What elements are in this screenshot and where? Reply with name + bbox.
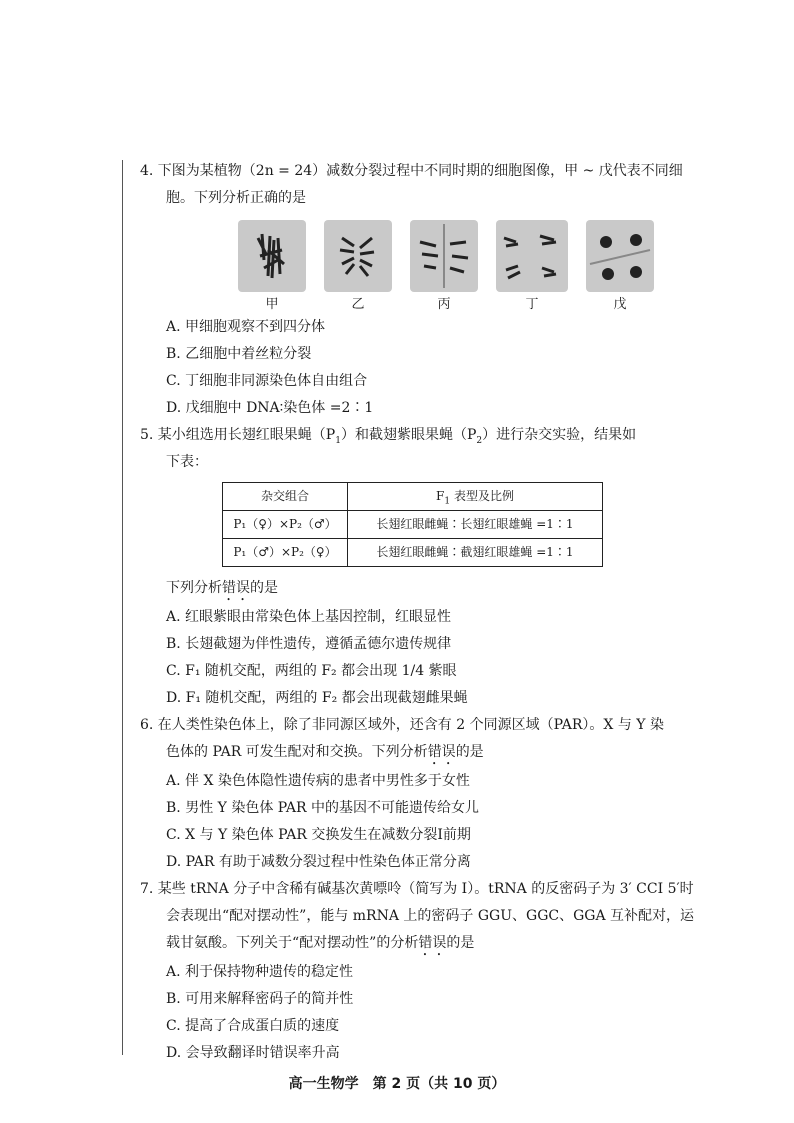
cell-yi — [324, 220, 392, 314]
q4-option-c: C. 丁细胞非同源染色体自由组合 — [166, 373, 368, 389]
cell-label: 乙 — [351, 297, 365, 312]
q7-option-d: D. 会导致翻译时错误率升高 — [166, 1045, 340, 1061]
margin-line — [122, 160, 123, 1055]
cell-label: 甲 — [265, 297, 279, 312]
q6-option-b: B. 男性 Y 染色体 PAR 中的基因不可能遗传给女儿 — [166, 800, 480, 816]
cell-label: 丙 — [437, 297, 451, 312]
table-cell-result: 长翅红眼雌蝇∶截翅红眼雄蝇 =1∶1 — [348, 539, 603, 567]
q4-line1: 4. 下图为某植物（2n = 24）减数分裂过程中不同时期的细胞图像，甲 ~ 戊代表不同细 — [140, 163, 683, 179]
q7-option-b: B. 可用来解释密码子的简并性 — [166, 991, 354, 1007]
q5-line2: 下表： — [166, 454, 208, 470]
q7-option-a: A. 利于保持物种遗传的稳定性 — [166, 964, 354, 980]
q7-line1: 7. 某些 tRNA 分子中含稀有碱基次黄嘌呤（简写为 I）。tRNA 的反密码子为 3′ CCI 5′时 — [140, 881, 694, 897]
q4-option-a: A. 甲细胞观察不到四分体 — [166, 319, 326, 335]
table-header-cross: 杂交组合 — [223, 483, 348, 511]
page-footer: 高一生物学 第 2 页（共 10 页） — [288, 1076, 506, 1092]
page-content — [140, 158, 720, 1067]
q5-option-a: A. 红眼紫眼由常染色体上基因控制，红眼显性 — [166, 609, 452, 625]
q6-option-a: A. 伴 X 染色体隐性遗传病的患者中男性多于女性 — [166, 773, 470, 789]
q4-line2: 胞。下列分析正确的是 — [166, 190, 306, 206]
table-row — [223, 511, 603, 539]
cell-ding — [496, 220, 568, 314]
q6-option-d: D. PAR 有助于减数分裂过程中性染色体正常分离 — [166, 854, 471, 870]
q5-option-b: B. 长翅截翅为伴性遗传，遵循孟德尔遗传规律 — [166, 636, 452, 652]
q6-line2: 色体的 PAR 可发生配对和交换。下列分析错误的是 — [166, 744, 484, 760]
q5-stem: 下列分析错误的是 — [166, 580, 278, 596]
table-cell-cross: P₁（♂）×P₂（♀） — [223, 539, 348, 567]
cell-image-wu — [586, 220, 654, 292]
cell-bing — [410, 220, 478, 314]
cell-label: 丁 — [525, 297, 539, 312]
cell-wu — [586, 220, 654, 314]
q6-option-c: C. X 与 Y 染色体 PAR 交换发生在减数分裂Ⅰ前期 — [166, 827, 471, 843]
q6-line1: 6. 在人类性染色体上，除了非同源区域外，还含有 2 个同源区域（PAR）。X 与 Y 染 — [140, 717, 664, 733]
cell-image-yi — [324, 220, 392, 292]
table-cell-cross: P₁（♀）×P₂（♂） — [223, 511, 348, 539]
table-cell-result: 长翅红眼雌蝇∶长翅红眼雄蝇 =1∶1 — [348, 511, 603, 539]
cell-image-jia — [238, 220, 306, 292]
cell-label: 戊 — [613, 297, 627, 312]
cell-image-bing — [410, 220, 478, 292]
q7-line3: 载甘氨酸。下列关于“配对摆动性”的分析错误的是 — [166, 935, 475, 951]
q5-option-d: D. F₁ 随机交配，两组的 F₂ 都会出现截翅雌果蝇 — [166, 690, 468, 706]
cell-jia — [238, 220, 306, 314]
q4-option-d: D. 戊细胞中 DNA∶染色体 =2∶1 — [166, 400, 374, 416]
table-row — [223, 539, 603, 567]
q4-option-b: B. 乙细胞中着丝粒分裂 — [166, 346, 312, 362]
cell-image-ding — [496, 220, 568, 292]
table-header-f1: $F_1$ 表型及比例 — [348, 483, 603, 511]
q7-line2: 会表现出“配对摆动性”，能与 mRNA 上的密码子 GGU、GGC、GGA 互补配对，运 — [166, 908, 695, 924]
q7-option-c: C. 提高了合成蛋白质的速度 — [166, 1018, 340, 1034]
cell-images-row — [238, 220, 720, 314]
q5-line1: 5. 某小组选用长翅红眼果蝇$(P_1)$和截翅紫眼果蝇$(P_2)$进行杂交实验，结果如 — [140, 427, 637, 446]
q5-option-c: C. F₁ 随机交配，两组的 F₂ 都会出现 1/4 紫眼 — [166, 663, 457, 679]
q5-table — [222, 482, 603, 567]
